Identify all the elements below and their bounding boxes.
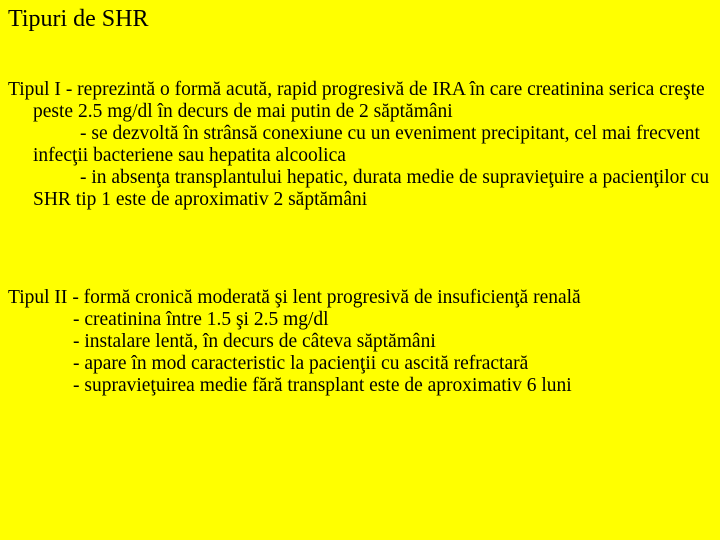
type-2-point: - instalare lentă, în decurs de câteva săptămâni <box>73 331 436 352</box>
section-type-2 <box>8 287 714 397</box>
type-2-label: Tipul II <box>8 287 68 308</box>
type-2-definition <box>8 287 714 309</box>
type-2-point: - creatinina între 1.5 şi 2.5 mg/dl <box>73 309 329 330</box>
type-1-definition <box>8 79 714 123</box>
section-type-1 <box>8 79 714 211</box>
type-1-point: - se dezvoltă în strânsă conexiune cu un eveniment precipitant, cel mai frecvent infecţii bacteriene sau hepatita alcoolica <box>33 123 700 166</box>
type-1-point: - in absenţa transplantului hepatic, durata medie de supravieţuire a pacienţilor cu SHR tip 1 este de aproximativ 2 săptămâni <box>33 167 710 210</box>
type-1-label: Tipul I <box>8 79 61 100</box>
type-2-description: - formă cronică moderată şi lent progresivă de insuficienţă renală <box>67 287 581 308</box>
type-2-point: - apare în mod caracteristic la pacienţii cu ascită refractară <box>73 353 529 374</box>
slide-title: Tipuri de SHR <box>8 6 149 32</box>
type-2-point: - supravieţuirea medie fără transplant este de aproximativ 6 luni <box>73 375 572 396</box>
type-1-description: - reprezintă o formă acută, rapid progresivă de IRA în care creatinina serica creşte peste 2.5 mg/dl în decurs de mai putin de 2 săptămâni <box>33 79 705 122</box>
